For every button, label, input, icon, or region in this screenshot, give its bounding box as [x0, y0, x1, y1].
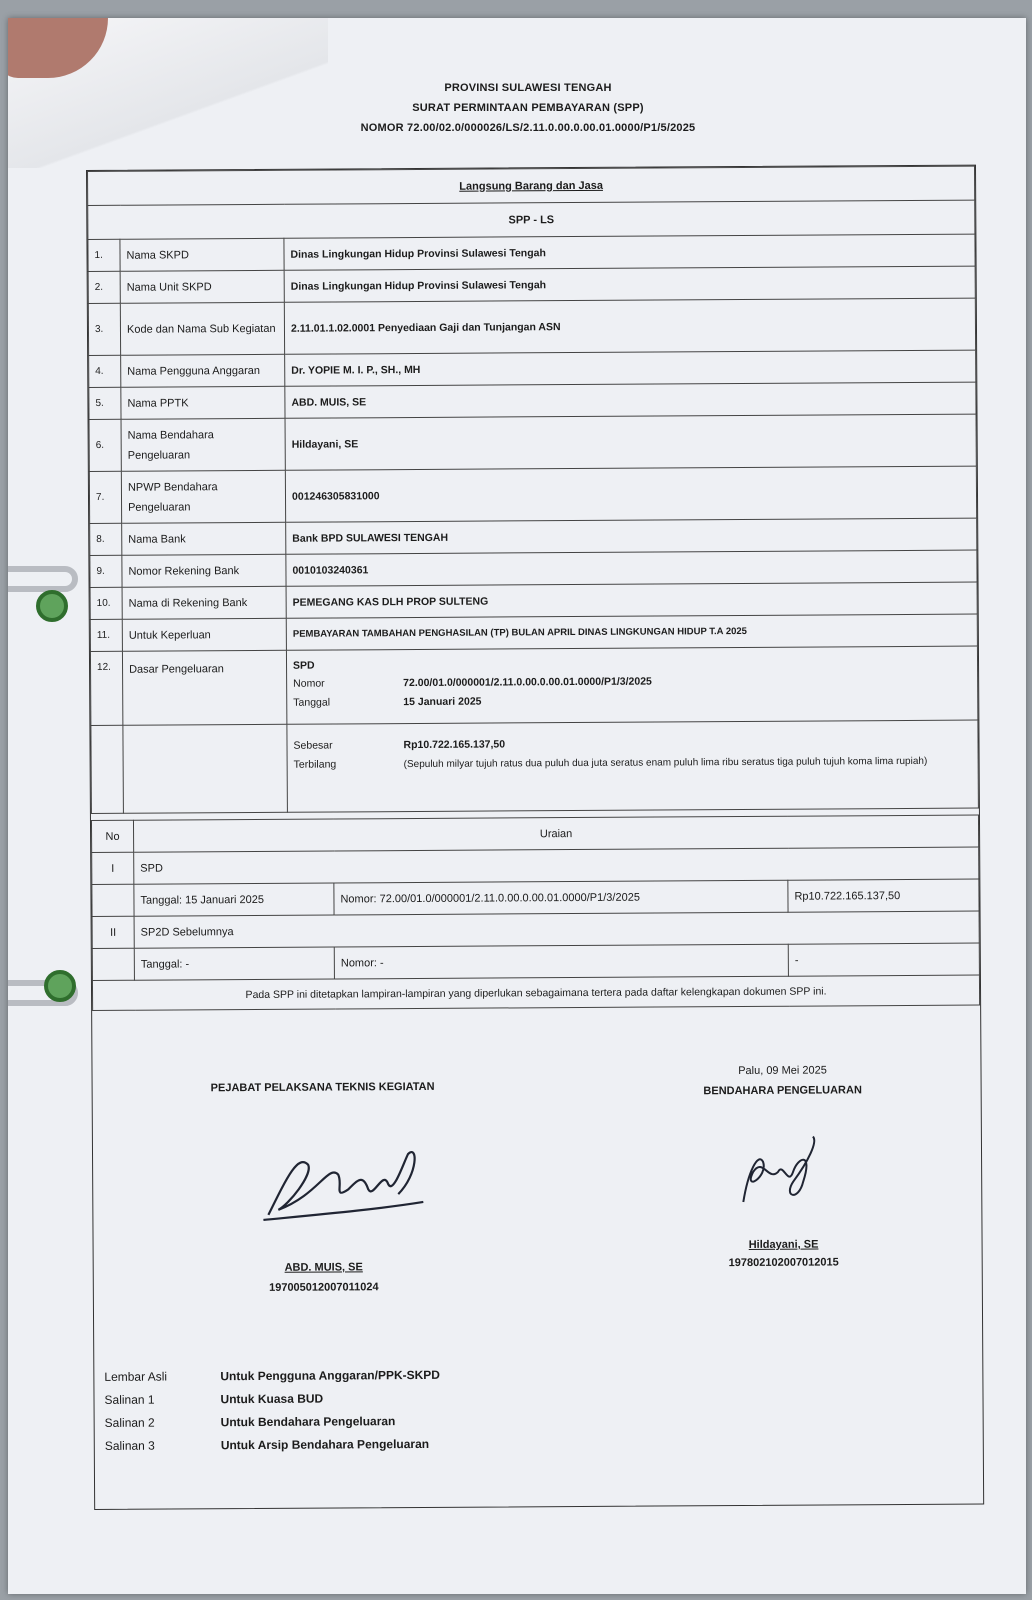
spd-heading: SPD: [292, 659, 315, 672]
row-label: Nomor Rekening Bank: [122, 554, 286, 587]
dasar-pengeluaran-row: [90, 646, 977, 725]
row-label: SPD: [134, 847, 979, 884]
row-value: 0010103240361: [286, 550, 977, 586]
amount-cell: Rp10.722.165.137,50: [788, 879, 979, 912]
form-row: [89, 414, 976, 471]
row-label: Nama di Rekening Bank: [122, 586, 286, 619]
nomor-cell: Nomor: -: [334, 944, 788, 979]
pptk-role: PEJABAT PELAKSANA TEKNIS KEGIATAN: [210, 1080, 435, 1095]
row-number: 2.: [88, 271, 120, 303]
form-category: Langsung Barang dan Jasa: [459, 179, 603, 193]
treasurer-role: BENDAHARA PENGELUARAN: [703, 1084, 862, 1098]
form-row: [90, 550, 977, 587]
spp-form-table: [87, 166, 979, 814]
row-number: 10.: [90, 587, 122, 619]
form-row: [89, 466, 976, 523]
row-value: PEMBAYARAN TAMBAHAN PENGHASILAN (TP) BULAN APRIL DINAS LINGKUNGAN HIDUP T.A 2025: [286, 614, 977, 650]
document-number: NOMOR 72.00/02.0/000026/LS/2.11.0.00.0.00.01.0000/P1/5/2025: [360, 122, 696, 134]
form-row: [90, 582, 977, 619]
copy-distribution: [104, 1364, 440, 1458]
form-frame: [86, 165, 984, 1510]
list-item: [104, 1387, 440, 1412]
table-row: [92, 847, 979, 884]
copy-desc: Untuk Pengguna Anggaran/PPK-SKPD: [220, 1367, 440, 1384]
row-value: Hildayani, SE: [285, 414, 976, 470]
place-date: Palu, 09 Mei 2025: [738, 1064, 827, 1078]
row-number: 9.: [90, 555, 122, 587]
form-row: [90, 518, 977, 555]
pptk-name: ABD. MUIS, SE: [284, 1261, 363, 1274]
form-row: [89, 382, 976, 419]
pptk-name-block: [204, 1261, 444, 1294]
copy-desc: Untuk Kuasa BUD: [220, 1391, 324, 1407]
table-row: [92, 879, 979, 916]
tanggal-cell: Tanggal: 15 Januari 2025: [134, 883, 334, 916]
row-label: Untuk Keperluan: [122, 618, 286, 651]
table-row: [92, 911, 979, 948]
row-value: 001246305831000: [285, 466, 976, 522]
row-number: 6.: [89, 419, 121, 471]
row-number: 7.: [89, 471, 121, 523]
binder-ring: [8, 566, 78, 592]
tanggal-cell: Tanggal: -: [134, 947, 334, 980]
table-row: [92, 943, 979, 980]
form-row: [88, 298, 975, 355]
row-label: SP2D Sebelumnya: [134, 911, 979, 948]
binder-clip-icon: [36, 590, 68, 622]
row-number: 4.: [89, 355, 121, 387]
row-number: 5.: [89, 387, 121, 419]
nomor-cell: Nomor: 72.00/01.0/000001/2.11.0.00.0.00.01.0000/P1/3/2025: [334, 880, 788, 915]
sebesar-value: Rp10.722.165.137,50: [403, 738, 506, 752]
row-number: 12.: [90, 651, 122, 725]
row-value: Dinas Lingkungan Hidup Provinsi Sulawesi Tengah: [284, 266, 975, 302]
pptk-signature-block: [203, 1081, 443, 1094]
copy-label: Salinan 3: [104, 1438, 155, 1453]
row-label: Nama Pengguna Anggaran: [121, 354, 285, 387]
nomor-label: Nomor: [293, 677, 325, 690]
row-label: Nama SKPD: [120, 238, 284, 271]
row-number: I: [92, 852, 134, 884]
row-number: II: [92, 916, 134, 948]
pptk-signature: [258, 1134, 429, 1235]
form-type: SPP - LS: [88, 200, 975, 239]
province-title: PROVINSI SULAWESI TENGAH: [444, 82, 612, 94]
form-row: [88, 266, 975, 303]
row-number: 8.: [90, 523, 122, 555]
row-number: 11.: [90, 619, 122, 651]
terbilang-label: Terbilang: [293, 758, 337, 771]
attachment-note: Pada SPP ini ditetapkan lampiran-lampiran yang diperlukan sebagaimana tertera pada daftar kelengkapan dokumen SPP ini.: [92, 975, 979, 1010]
uraian-table: [91, 815, 980, 1011]
row-value: Dinas Lingkungan Hidup Provinsi Sulawesi Tengah: [284, 234, 975, 270]
tanggal-value: 15 Januari 2025: [403, 695, 482, 709]
amount-cell: -: [788, 943, 979, 976]
list-item: [105, 1433, 441, 1458]
copy-label: Lembar Asli: [104, 1369, 168, 1384]
treasurer-name: Hildayani, SE: [748, 1238, 819, 1251]
form-row: [90, 614, 977, 651]
binder-clip-icon: [44, 970, 76, 1002]
row-label: Nama PPTK: [121, 386, 285, 419]
copy-desc: Untuk Bendahara Pengeluaran: [220, 1414, 396, 1430]
copy-desc: Untuk Arsip Bendahara Pengeluaran: [220, 1436, 430, 1453]
list-item: [105, 1410, 441, 1435]
row-value: Dr. YOPIE M. I. P., SH., MH: [285, 350, 976, 386]
row-value: 2.11.01.1.02.0001 Penyediaan Gaji dan Tunjangan ASN: [284, 298, 975, 354]
row-label: Kode dan Nama Sub Kegiatan: [120, 302, 284, 355]
list-item: [104, 1364, 440, 1389]
row-label: Dasar Pengeluaran: [122, 650, 286, 725]
document-page: [8, 18, 1026, 1594]
row-label: NPWP Bendahara Pengeluaran: [121, 470, 285, 523]
row-value: ABD. MUIS, SE: [285, 382, 976, 418]
form-row: [88, 234, 975, 271]
treasurer-nip: 197802102007012015: [728, 1256, 839, 1270]
uraian-col-uraian: Uraian: [133, 815, 978, 852]
terbilang-value: (Sepuluh milyar tujuh ratus dua puluh dua juta seratus enam puluh lima ribu seratus tiga puluh tujuh koma lima rupiah): [403, 755, 928, 771]
copy-label: Salinan 2: [104, 1415, 155, 1430]
form-row: [89, 350, 976, 387]
tanggal-label: Tanggal: [293, 696, 331, 709]
treasurer-signature: [723, 1131, 834, 1222]
pptk-nip: 197005012007011024: [269, 1281, 379, 1294]
uraian-col-no: No: [91, 820, 133, 852]
row-number: 1.: [88, 239, 120, 271]
row-label: Nama Bendahara Pengeluaran: [121, 418, 285, 471]
treasurer-name-block: [669, 1238, 899, 1269]
copy-label: Salinan 1: [104, 1392, 155, 1407]
row-value: Bank BPD SULAWESI TENGAH: [286, 518, 977, 554]
document-title: SURAT PERMINTAAN PEMBAYARAN (SPP): [412, 102, 644, 114]
amount-row: [91, 720, 979, 813]
row-label: Nama Unit SKPD: [120, 270, 284, 303]
treasurer-signature-block: [667, 1064, 897, 1097]
nomor-value: 72.00/01.0/000001/2.11.0.00.0.00.01.0000/P1/3/2025: [403, 675, 652, 690]
row-number: 3.: [88, 303, 120, 355]
row-value: PEMEGANG KAS DLH PROP SULTENG: [286, 582, 977, 618]
row-label: Nama Bank: [122, 522, 286, 555]
sebesar-label: Sebesar: [293, 739, 333, 752]
